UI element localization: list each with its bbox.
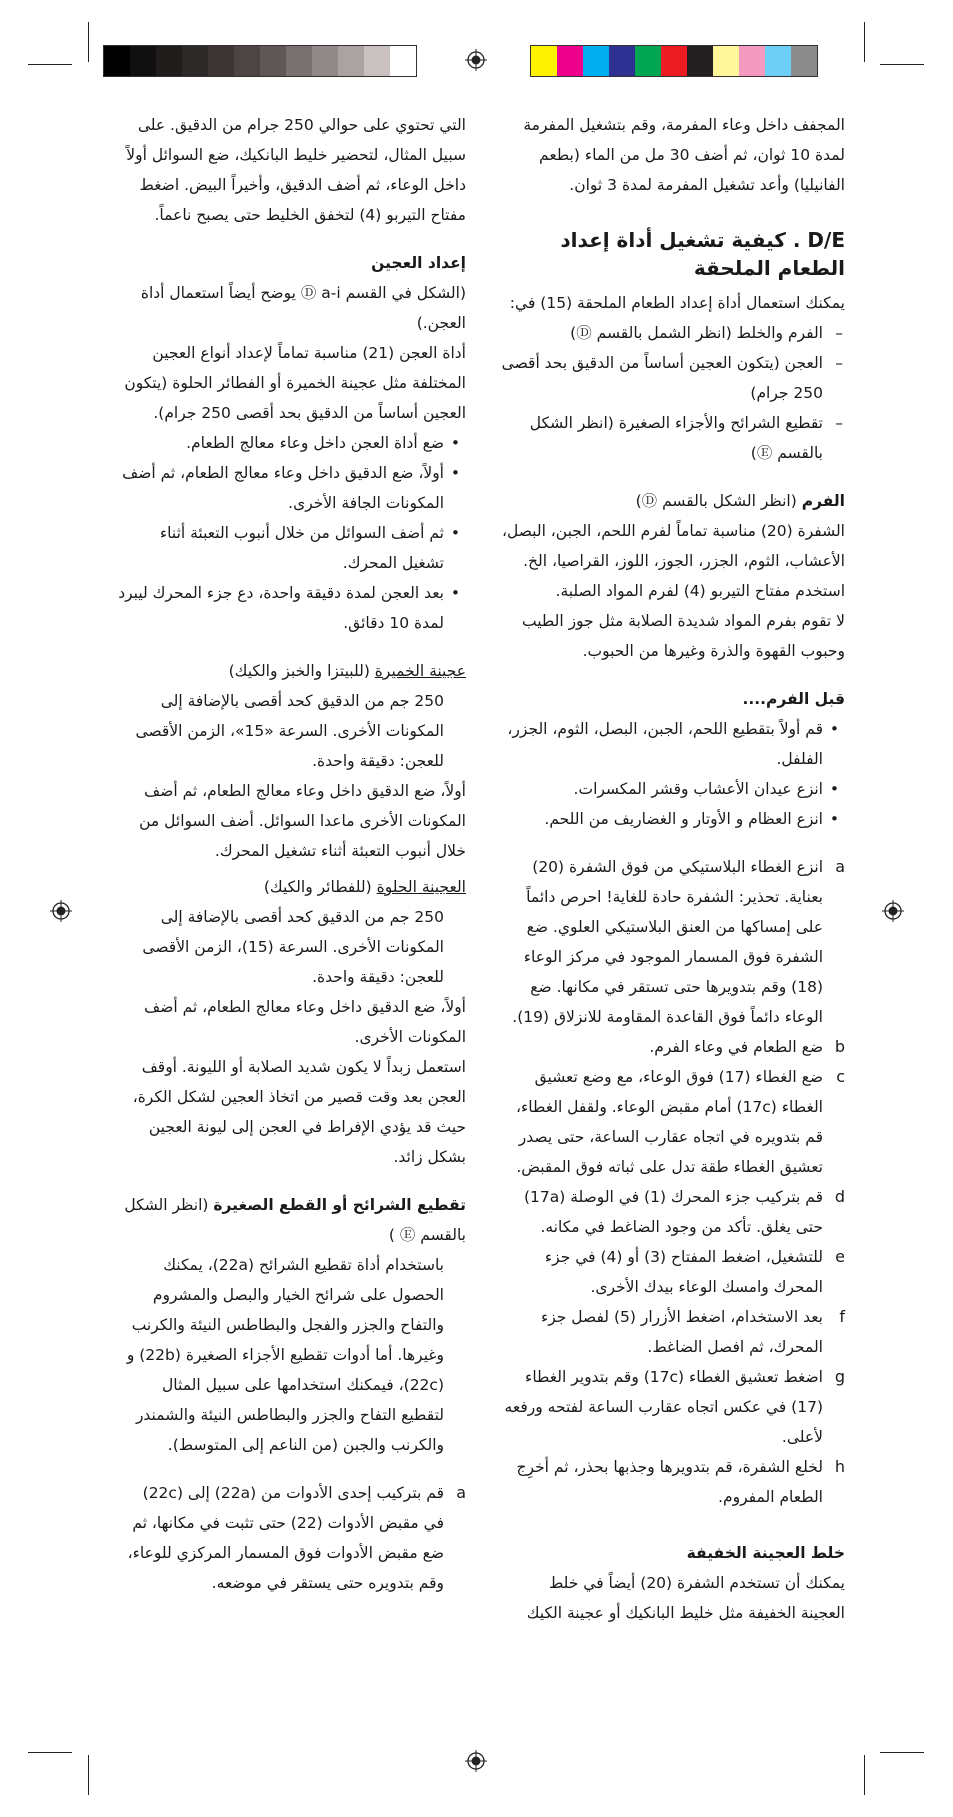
crop-mark-tl-h: [28, 64, 72, 65]
before-chop-heading: قبل الفرم....: [742, 690, 845, 708]
color-swatch: [364, 46, 390, 76]
color-swatch: [791, 46, 817, 76]
color-swatch: [338, 46, 364, 76]
color-swatch: [687, 46, 713, 76]
color-swatch: [609, 46, 635, 76]
crop-mark-bl-h: [28, 1752, 72, 1753]
chop-text: الشفرة (20) مناسبة تماماً لفرم اللحم، الجبن، البصل، الأعشاب، الثوم، الجزر، الجوز، اللوز، القراصيا، الخ.: [501, 522, 845, 570]
color-swatch: [182, 46, 208, 76]
crop-mark-tl-v: [88, 22, 89, 62]
usage-item: – تقطيع الشرائح والأجزاء الصغيرة (انظر الشكل بالقسم Ⓔ): [500, 408, 845, 468]
before-chop-item: • انزع عيدان الأعشاب وقشر المكسرات.: [500, 774, 845, 804]
color-swatch: [208, 46, 234, 76]
crop-mark-tr-h: [880, 64, 924, 65]
step-text: قم بتركيب جزء المحرك (1) في الوصلة (17a) حتى يغلق. تأكد من وجود الضاغط في مكانه.: [523, 1188, 823, 1236]
crop-mark-tr-v: [864, 22, 865, 62]
yeast-heading: [118, 656, 466, 686]
color-swatch: [390, 46, 416, 76]
dough-text: أداة العجن (21) مناسبة تماماً لإعداد أنواع العجين المختلفة مثل عجينة الخميرة أو الفطائر الحلوة (يتكون العجين أساساً من الدقيق بحد أقصى 250 جرام).: [124, 344, 466, 422]
chop-heading: [500, 486, 845, 516]
step-letter: e: [835, 1247, 845, 1266]
registration-mark-right: [882, 900, 904, 922]
grayscale-bar: [103, 45, 417, 77]
color-swatch: [104, 46, 130, 76]
batter-text: يمكنك أن تستخدم الشفرة (20) أيضاً في خلط العجينة الخفيفة مثل خليط البانكيك أو عجينة الكيك: [526, 1574, 845, 1622]
chop-step: [500, 1452, 845, 1512]
registration-mark-left: [50, 900, 72, 922]
sweet-subtitle: (للفطائر والكيك): [263, 878, 377, 896]
dough-step: • ضع أداة العجن داخل وعاء معالج الطعام.: [118, 428, 466, 458]
chop-title-rest: (انظر الشكل بالقسم Ⓓ): [635, 492, 802, 510]
chop-steps-list: [500, 852, 845, 1512]
step-text: للتشغيل، اضغط المفتاح (3) أو (4) في جزء المحرك وامسك الوعاء بيدك الأخرى.: [544, 1248, 823, 1296]
color-swatch: [557, 46, 583, 76]
butter-text: استعمل زبداً لا يكون شديد الصلابة أو الليونة. أوقف العجن بعد وقت قصير من اتخاذ العجين لشكل الكرة، حيث قد يؤدي الإفراط في العجن إلى ليونة العجين بشكل زائد.: [132, 1058, 466, 1166]
process-color-bar: [530, 45, 818, 77]
yeast-title: عجينة الخميرة: [374, 662, 466, 680]
step-text: ضع الطعام في وعاء الفرم.: [649, 1038, 823, 1056]
before-chop-item: • قم أولاً بتقطيع اللحم، الجبن، البصل، الثوم، الجزر، الفلفل.: [500, 714, 845, 774]
step-letter: b: [834, 1037, 845, 1056]
step-letter: d: [834, 1187, 845, 1206]
color-swatch: [531, 46, 557, 76]
chop-step: [500, 1302, 845, 1362]
left-column: [118, 110, 466, 1598]
color-swatch: [156, 46, 182, 76]
color-swatch: [713, 46, 739, 76]
chop-title: الفرم: [801, 492, 845, 510]
yeast-text: 250 جم من الدقيق كحد أقصى بالإضافة إلى المكونات الأخرى. السرعة «15»، الزمن الأقصى للعجن: دقيقة واحدة.: [135, 692, 444, 770]
yeast-subtitle: (للبيتزا والخبز والكيك): [228, 662, 375, 680]
right-column: [500, 110, 845, 1628]
step-text: انزع الغطاء البلاستيكي من فوق الشفرة (20) بعناية. تحذير: الشفرة حادة للغاية! احرص دائماً على إمساكها من العنق البلاستيكي العلوي. ضع الشفرة فوق المسمار الموجود في مركز الوعاء (18) وقم بتدويرها حتى تستقر في مكانها. ضع الوعاء دائماً فوق القاعدة المقاومة للانزلاق (19).: [512, 858, 823, 1026]
dough-figure-note: (الشكل في القسم Ⓓ a-i يوضح أيضاً استعمال أداة العجن.): [140, 284, 466, 332]
slice-text: باستخدام أداة تقطيع الشرائح (22a)، يمكنك الحصول على شرائح الخيار والبصل والمشروم والتفاح والجزر والفجل والبطاطس النيئة والكرنب وغيرها. أما أدوات تقطيع الأجزاء الصغيرة (22b) و (22c)، فيمكنك استخدامها على سبيل المثال لتقطيع التفاح والجزر والبطاطس النيئة والشمندر والكرنب والجبن (من الناعم إلى المتوسط).: [126, 1256, 444, 1454]
crop-mark-bl-v: [88, 1755, 89, 1795]
registration-mark-bottom: [465, 1750, 487, 1772]
chop-step: [500, 852, 845, 1032]
sweet-title: العجينة الحلوة: [376, 878, 466, 896]
batter-heading: خلط العجينة الخفيفة: [686, 1544, 845, 1562]
sweet-text: 250 جم من الدقيق كحد أقصى بالإضافة إلى المكونات الأخرى. السرعة (15)، الزمن الأقصى للعجن: دقيقة واحدة.: [142, 908, 444, 986]
dough-step: • بعد العجن لمدة دقيقة واحدة، دع جزء المحرك ليبرد لمدة 10 دقائق.: [118, 578, 466, 638]
chop-text: لا تقوم بفرم المواد شديدة الصلابة مثل جوز الطيب وحبوب القهوة والذرة وغيرها من الحبوب.: [522, 612, 845, 660]
dough-step: • ثم أضف السوائل من خلال أنبوب التعبئة أثناء تشغيل المحرك.: [118, 518, 466, 578]
chop-step: [500, 1242, 845, 1302]
color-swatch: [583, 46, 609, 76]
usage-intro: يمكنك استعمال أداة إعداد الطعام الملحقة (15) في:: [509, 294, 845, 312]
chop-step: [500, 1362, 845, 1452]
section-heading: D/E . كيفية تشغيل أداة إعداد الطعام الملحقة: [560, 228, 845, 280]
step-text: قم بتركيب إحدى الأدوات من (22a) إلى (22c) في مقبض الأدوات (22) حتى تثبت في مكانها، ثم ضع مقبض الأدوات فوق المسمار المركزي للوعاء، وقم بتدويره حتى يستقر في موضعه.: [127, 1484, 444, 1592]
color-swatch: [260, 46, 286, 76]
step-text: اضغط تعشيق الغطاء (17c) وقم بتدوير الغطاء (17) في عكس اتجاه عقارب الساعة لفتحه ورفعه لأعلى.: [504, 1368, 823, 1446]
color-swatch: [661, 46, 687, 76]
color-swatch: [286, 46, 312, 76]
chop-text: استخدم مفتاح التيربو (4) لفرم المواد الصلبة.: [555, 582, 845, 600]
color-swatch: [765, 46, 791, 76]
registration-mark-top: [465, 49, 487, 71]
color-swatch: [635, 46, 661, 76]
step-letter: a: [835, 857, 845, 876]
usage-item: – العجن (يتكون العجين أساساً من الدقيق بحد أقصى 250 جرام): [500, 348, 845, 408]
color-swatch: [739, 46, 765, 76]
step-text: بعد الاستخدام، اضغط الأزرار (5) لفصل جزء المحرك، ثم افصل الضاغط.: [540, 1308, 823, 1356]
slice-title: تقطيع الشرائح أو القطع الصغيرة: [213, 1196, 466, 1214]
before-chop-item: • انزع العظام و الأوتار و الغضاريف من اللحم.: [500, 804, 845, 834]
step-letter: c: [836, 1067, 845, 1086]
step-letter: f: [839, 1307, 845, 1326]
color-swatch: [312, 46, 338, 76]
crop-mark-br-h: [880, 1752, 924, 1753]
dough-step: • أولاً، ضع الدقيق داخل وعاء معالج الطعام، ثم أضف المكونات الجافة الأخرى.: [118, 458, 466, 518]
usage-item: – الفرم والخلط (انظر الشمل بالقسم Ⓓ): [500, 318, 845, 348]
dough-heading: إعداد العجين: [371, 254, 466, 272]
slice-heading: [118, 1190, 466, 1250]
yeast-text-2: أولاً، ضع الدقيق داخل وعاء معالج الطعام، ثم أضف المكونات الأخرى ماعدا السوائل. أضف السوائل من خلال أنبوب التعبئة أثناء تشغيل المحرك.: [139, 782, 466, 860]
batter-continued: التي تحتوي على حوالي 250 جرام من الدقيق. على سبيل المثال، لتحضير خليط البانكيك، ضع السوائل أولاً داخل الوعاء، ثم أضف الدقيق، وأخيراً البيض. اضغط مفتاح التيربو (4) لتخفق الخليط حتى يصبح ناعماً.: [126, 116, 466, 224]
step-letter: a: [456, 1483, 466, 1502]
step-letter: h: [834, 1457, 845, 1476]
color-swatch: [130, 46, 156, 76]
step-text: ضع الغطاء (17) فوق الوعاء، مع وضع تعشيق الغطاء (17c) أمام مقبض الوعاء. ولقفل الغطاء، قم بتدويره في اتجاه عقارب الساعة، حتى يصدر تعشيق الغطاء طقة تدل على ثباته فوق المقبض.: [516, 1068, 823, 1176]
chop-step: [500, 1062, 845, 1182]
slice-step: [118, 1478, 466, 1598]
slice-title-rest: (انظر الشكل بالقسم Ⓔ ): [124, 1196, 466, 1244]
crop-mark-br-v: [864, 1755, 865, 1795]
intro-paragraph: المجفف داخل وعاء المفرمة، وقم بتشغيل المفرمة لمدة 10 ثوان، ثم أضف 30 مل من الماء (بطعم الفانيليا) وأعد تشغيل المفرمة لمدة 3 ثوان.: [523, 116, 845, 194]
chop-step: [500, 1032, 845, 1062]
color-swatch: [234, 46, 260, 76]
step-text: لخلع الشفرة، قم بتدويرها وجذبها بحذر، ثم أخرِج الطعام المفروم.: [516, 1458, 823, 1506]
step-letter: g: [834, 1367, 845, 1386]
chop-step: [500, 1182, 845, 1242]
sweet-heading: [118, 872, 466, 902]
sweet-text-2: أولاً، ضع الدقيق داخل وعاء معالج الطعام، ثم أضف المكونات الأخرى.: [144, 998, 466, 1046]
